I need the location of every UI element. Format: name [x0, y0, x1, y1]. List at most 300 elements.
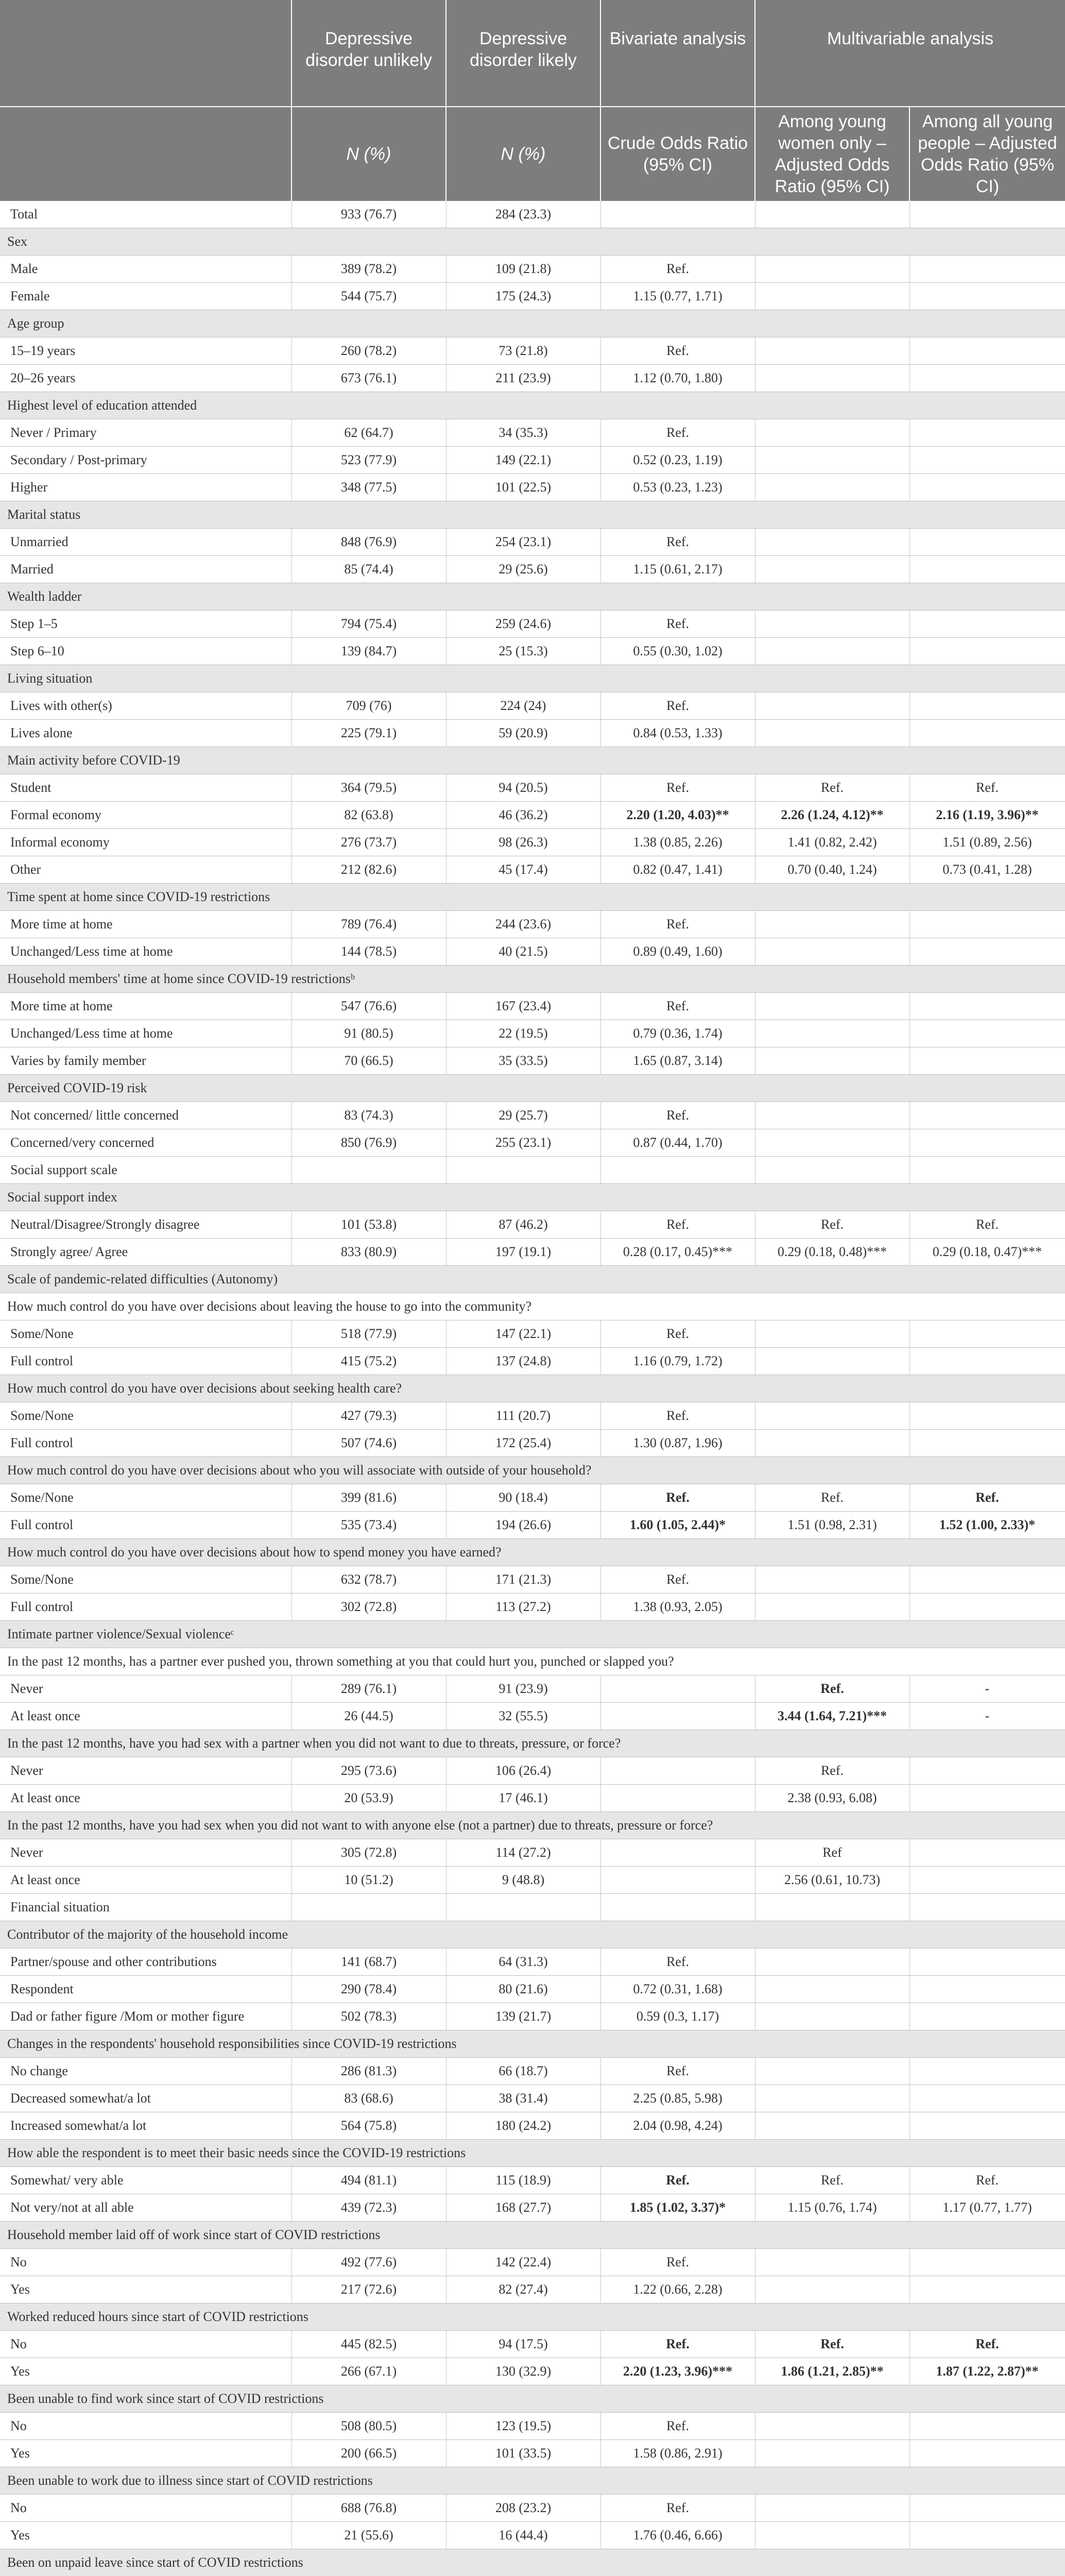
section-label: Highest level of education attended — [0, 392, 1065, 419]
cell-c5 — [909, 938, 1065, 965]
cell-c2: 38 (31.4) — [446, 2085, 600, 2112]
cell-c2: 64 (31.3) — [446, 1948, 600, 1976]
header-bivariate: Bivariate analysis — [600, 0, 755, 107]
section-header-row — [0, 1539, 1065, 1566]
row-label: 20–26 years — [0, 365, 291, 392]
cell-c1: 502 (78.3) — [291, 2003, 446, 2030]
table-row — [0, 993, 1065, 1020]
header-blank-cell — [0, 0, 291, 107]
cell-c4 — [755, 993, 909, 1020]
cell-c4 — [755, 1430, 909, 1457]
section-header-row — [0, 665, 1065, 692]
cell-c4 — [755, 1320, 909, 1348]
cell-c1: 101 (53.8) — [291, 1211, 446, 1239]
section-header-row — [0, 583, 1065, 611]
cell-c4: 2.38 (0.93, 6.08) — [755, 1785, 909, 1812]
cell-c2: 137 (24.8) — [446, 1348, 600, 1375]
section-label: Changes in the respondents' household responsibilities since COVID-19 restrictions — [0, 2030, 1065, 2058]
section-label: Contributor of the majority of the household income — [0, 1921, 1065, 1948]
cell-c1: 348 (77.5) — [291, 474, 446, 501]
cell-c3: 1.12 (0.70, 1.80) — [600, 365, 755, 392]
cell-c4: Ref. — [755, 1675, 909, 1703]
cell-c1: 82 (63.8) — [291, 802, 446, 829]
section-label: Wealth ladder — [0, 583, 1065, 611]
cell-c2: 111 (20.7) — [446, 1402, 600, 1430]
cell-c5 — [909, 283, 1065, 310]
row-label: Yes — [0, 2276, 291, 2303]
row-label: Some/None — [0, 1320, 291, 1348]
cell-c1 — [291, 1157, 446, 1184]
cell-c2: 284 (23.3) — [446, 201, 600, 228]
cell-c3: Ref. — [600, 2331, 755, 2358]
cell-c3: 0.72 (0.31, 1.68) — [600, 1976, 755, 2003]
cell-c3 — [600, 1867, 755, 1894]
cell-c1: 544 (75.7) — [291, 283, 446, 310]
cell-c3: Ref. — [600, 611, 755, 638]
section-label: Been on unpaid leave since start of COVID restrictions — [0, 2549, 1065, 2576]
cell-c4 — [755, 283, 909, 310]
cell-c5: 2.16 (1.19, 3.96)** — [909, 802, 1065, 829]
cell-c4: Ref — [755, 1839, 909, 1867]
cell-c2: 90 (18.4) — [446, 1484, 600, 1512]
cell-c5: Ref. — [909, 1484, 1065, 1512]
header-blank-cell-2 — [0, 107, 291, 201]
table-row — [0, 1020, 1065, 1047]
table-row — [0, 911, 1065, 938]
row-label: Unchanged/Less time at home — [0, 1020, 291, 1047]
cell-c3: Ref. — [600, 419, 755, 447]
row-label: Step 1–5 — [0, 611, 291, 638]
cell-c3: 2.20 (1.20, 4.03)** — [600, 802, 755, 829]
row-label: Full control — [0, 1430, 291, 1457]
table-row — [0, 720, 1065, 747]
cell-c4 — [755, 474, 909, 501]
table-row — [0, 1675, 1065, 1703]
cell-c4 — [755, 2495, 909, 2522]
cell-c1: 225 (79.1) — [291, 720, 446, 747]
cell-c5: Ref. — [909, 774, 1065, 802]
cell-c2: 254 (23.1) — [446, 529, 600, 556]
table-row — [0, 1348, 1065, 1375]
cell-c3: 1.76 (0.46, 6.66) — [600, 2522, 755, 2549]
table-row — [0, 2058, 1065, 2085]
cell-c5: Ref. — [909, 2331, 1065, 2358]
section-header-row — [0, 1375, 1065, 1402]
row-label: Informal economy — [0, 829, 291, 856]
cell-c5: 1.87 (1.22, 2.87)** — [909, 2358, 1065, 2385]
table-row — [0, 2495, 1065, 2522]
row-label: Other — [0, 856, 291, 884]
row-label: Higher — [0, 474, 291, 501]
cell-c5 — [909, 2522, 1065, 2549]
row-label: Female — [0, 283, 291, 310]
cell-c3: Ref. — [600, 1211, 755, 1239]
cell-c5 — [909, 201, 1065, 228]
cell-c5 — [909, 2413, 1065, 2440]
row-label: Increased somewhat/a lot — [0, 2112, 291, 2140]
table-row — [0, 1157, 1065, 1184]
cell-c2: 130 (32.9) — [446, 2358, 600, 2385]
section-header-row — [0, 392, 1065, 419]
cell-c1 — [291, 1894, 446, 1921]
cell-c2: 59 (20.9) — [446, 720, 600, 747]
cell-c3: Ref. — [600, 993, 755, 1020]
cell-c1: 200 (66.5) — [291, 2440, 446, 2467]
cell-c1: 535 (73.4) — [291, 1512, 446, 1539]
row-label: Somewhat/ very able — [0, 2167, 291, 2194]
cell-c4 — [755, 1102, 909, 1129]
cell-c3: 0.82 (0.47, 1.41) — [600, 856, 755, 884]
cell-c2: 66 (18.7) — [446, 2058, 600, 2085]
cell-c5 — [909, 2276, 1065, 2303]
section-label: How much control do you have over decisions about how to spend money you have earned? — [0, 1539, 1065, 1566]
cell-c1: 20 (53.9) — [291, 1785, 446, 1812]
cell-c4 — [755, 365, 909, 392]
cell-c2: 101 (33.5) — [446, 2440, 600, 2467]
cell-c1: 83 (74.3) — [291, 1102, 446, 1129]
table-row — [0, 283, 1065, 310]
cell-c4 — [755, 2440, 909, 2467]
subheader-n-percent-1: N (%) — [291, 107, 446, 201]
cell-c2: 73 (21.8) — [446, 337, 600, 365]
table-row — [0, 1594, 1065, 1621]
row-label: Strongly agree/ Agree — [0, 1239, 291, 1266]
table-row — [0, 1757, 1065, 1785]
cell-c2: 114 (27.2) — [446, 1839, 600, 1867]
table-row — [0, 365, 1065, 392]
cell-c1: 62 (64.7) — [291, 419, 446, 447]
row-label: No — [0, 2495, 291, 2522]
table-row — [0, 2331, 1065, 2358]
cell-c4: 0.29 (0.18, 0.48)*** — [755, 1239, 909, 1266]
cell-c1: 492 (77.6) — [291, 2249, 446, 2276]
cell-c3: 1.30 (0.87, 1.96) — [600, 1430, 755, 1457]
table-row — [0, 1785, 1065, 1812]
section-header-row — [0, 2303, 1065, 2331]
table-row — [0, 611, 1065, 638]
question-row — [0, 1648, 1065, 1675]
cell-c5 — [909, 1867, 1065, 1894]
cell-c4 — [755, 419, 909, 447]
row-label: At least once — [0, 1867, 291, 1894]
cell-c1: 21 (55.6) — [291, 2522, 446, 2549]
cell-c2: 45 (17.4) — [446, 856, 600, 884]
cell-c5 — [909, 1566, 1065, 1594]
cell-c3: 0.89 (0.49, 1.60) — [600, 938, 755, 965]
row-label: Step 6–10 — [0, 638, 291, 665]
subheader-crude-or: Crude Odds Ratio (95% CI) — [600, 107, 755, 201]
cell-c5: 1.51 (0.89, 2.56) — [909, 829, 1065, 856]
section-header-row — [0, 2549, 1065, 2576]
cell-c4 — [755, 1976, 909, 2003]
cell-c2: 82 (27.4) — [446, 2276, 600, 2303]
cell-c3 — [600, 1757, 755, 1785]
row-label: Dad or father figure /Mom or mother figure — [0, 2003, 291, 2030]
cell-c4: Ref. — [755, 1211, 909, 1239]
cell-c4: 0.70 (0.40, 1.24) — [755, 856, 909, 884]
cell-c2: 139 (21.7) — [446, 2003, 600, 2030]
cell-c3 — [600, 1675, 755, 1703]
cell-c5 — [909, 365, 1065, 392]
cell-c4 — [755, 611, 909, 638]
table-row — [0, 1894, 1065, 1921]
cell-c3: 1.85 (1.02, 3.37)* — [600, 2194, 755, 2222]
cell-c3 — [600, 1157, 755, 1184]
cell-c4 — [755, 1594, 909, 1621]
cell-c4 — [755, 2003, 909, 2030]
row-label: Never / Primary — [0, 419, 291, 447]
cell-c1: 523 (77.9) — [291, 447, 446, 474]
section-label: In the past 12 months, have you had sex with a partner when you did not want to due to threats, pressure, or force? — [0, 1730, 1065, 1757]
cell-c1: 445 (82.5) — [291, 2331, 446, 2358]
cell-c5 — [909, 611, 1065, 638]
row-label: Full control — [0, 1348, 291, 1375]
cell-c1: 217 (72.6) — [291, 2276, 446, 2303]
cell-c3: Ref. — [600, 2167, 755, 2194]
cell-c2: 208 (23.2) — [446, 2495, 600, 2522]
cell-c1: 266 (67.1) — [291, 2358, 446, 2385]
header-depressive-likely: Depressive disorder likely — [446, 0, 600, 107]
section-header-row — [0, 310, 1065, 337]
cell-c3: 1.15 (0.77, 1.71) — [600, 283, 755, 310]
cell-c5 — [909, 1839, 1065, 1867]
cell-c2: 113 (27.2) — [446, 1594, 600, 1621]
row-label: Varies by family member — [0, 1047, 291, 1075]
row-label: Unmarried — [0, 529, 291, 556]
cell-c3: Ref. — [600, 1320, 755, 1348]
cell-c3: Ref. — [600, 2495, 755, 2522]
cell-c4 — [755, 529, 909, 556]
section-header-row — [0, 228, 1065, 256]
table-row — [0, 1512, 1065, 1539]
cell-c5: - — [909, 1703, 1065, 1730]
cell-c2: 171 (21.3) — [446, 1566, 600, 1594]
cell-c5 — [909, 1320, 1065, 1348]
cell-c4 — [755, 1157, 909, 1184]
cell-c4: Ref. — [755, 2167, 909, 2194]
row-label: More time at home — [0, 993, 291, 1020]
section-label: Age group — [0, 310, 1065, 337]
cell-c3: 0.84 (0.53, 1.33) — [600, 720, 755, 747]
row-label: More time at home — [0, 911, 291, 938]
cell-c2: 29 (25.6) — [446, 556, 600, 583]
row-label: No change — [0, 2058, 291, 2085]
cell-c1: 494 (81.1) — [291, 2167, 446, 2194]
header-multivariable: Multivariable analysis — [755, 0, 1065, 107]
cell-c3 — [600, 1785, 755, 1812]
section-header-row — [0, 2467, 1065, 2495]
cell-c1: 850 (76.9) — [291, 1129, 446, 1157]
cell-c3: Ref. — [600, 256, 755, 283]
cell-c4: 1.86 (1.21, 2.85)** — [755, 2358, 909, 2385]
cell-c1: 564 (75.8) — [291, 2112, 446, 2140]
cell-c3: 0.28 (0.17, 0.45)*** — [600, 1239, 755, 1266]
section-label: In the past 12 months, has a partner ever pushed you, thrown something at you that could hurt you, punched or slapped you? — [0, 1648, 1065, 1675]
cell-c1: 305 (72.8) — [291, 1839, 446, 1867]
row-label: Yes — [0, 2358, 291, 2385]
table-row — [0, 2194, 1065, 2222]
section-header-row — [0, 747, 1065, 774]
cell-c4 — [755, 1129, 909, 1157]
row-label: Secondary / Post-primary — [0, 447, 291, 474]
cell-c3: 1.16 (0.79, 1.72) — [600, 1348, 755, 1375]
cell-c1: 673 (76.1) — [291, 365, 446, 392]
row-label: Lives alone — [0, 720, 291, 747]
cell-c1: 508 (80.5) — [291, 2413, 446, 2440]
cell-c4 — [755, 256, 909, 283]
cell-c5 — [909, 474, 1065, 501]
cell-c2: 17 (46.1) — [446, 1785, 600, 1812]
cell-c4: 2.26 (1.24, 4.12)** — [755, 802, 909, 829]
cell-c3: Ref. — [600, 1484, 755, 1512]
cell-c4 — [755, 201, 909, 228]
table-body — [0, 201, 1065, 2576]
section-header-row — [0, 1457, 1065, 1484]
table-row — [0, 2085, 1065, 2112]
cell-c1: 507 (74.6) — [291, 1430, 446, 1457]
section-header-row — [0, 501, 1065, 529]
section-label: In the past 12 months, have you had sex when you did not want to with anyone else (not a partner) due to threats, pressure or force? — [0, 1812, 1065, 1839]
cell-c3: Ref. — [600, 529, 755, 556]
cell-c1: 91 (80.5) — [291, 1020, 446, 1047]
cell-c3 — [600, 201, 755, 228]
cell-c5 — [909, 1976, 1065, 2003]
cell-c3: 0.59 (0.3, 1.17) — [600, 2003, 755, 2030]
cell-c1: 364 (79.5) — [291, 774, 446, 802]
cell-c4 — [755, 447, 909, 474]
cell-c2: 211 (23.9) — [446, 365, 600, 392]
cell-c5 — [909, 1129, 1065, 1157]
section-label: How much control do you have over decisions about leaving the house to go into the community? — [0, 1293, 1065, 1320]
cell-c1: 83 (68.6) — [291, 2085, 446, 2112]
cell-c3: 1.38 (0.85, 2.26) — [600, 829, 755, 856]
cell-c1: 439 (72.3) — [291, 2194, 446, 2222]
section-label: Scale of pandemic-related difficulties (Autonomy) — [0, 1266, 1065, 1293]
cell-c2: 115 (18.9) — [446, 2167, 600, 2194]
row-label: Partner/spouse and other contributions — [0, 1948, 291, 1976]
cell-c2: 255 (23.1) — [446, 1129, 600, 1157]
cell-c1: 141 (68.7) — [291, 1948, 446, 1976]
row-label: Yes — [0, 2522, 291, 2549]
section-label: Main activity before COVID-19 — [0, 747, 1065, 774]
table-row — [0, 1239, 1065, 1266]
cell-c1: 26 (44.5) — [291, 1703, 446, 1730]
table-row — [0, 529, 1065, 556]
cell-c5 — [909, 1430, 1065, 1457]
cell-c1: 518 (77.9) — [291, 1320, 446, 1348]
cell-c5 — [909, 638, 1065, 665]
section-label: Worked reduced hours since start of COVID restrictions — [0, 2303, 1065, 2331]
table-row — [0, 802, 1065, 829]
table-header — [0, 0, 1065, 201]
table-row — [0, 1320, 1065, 1348]
cell-c5 — [909, 256, 1065, 283]
table-row — [0, 2112, 1065, 2140]
cell-c5 — [909, 1594, 1065, 1621]
cell-c3: Ref. — [600, 1566, 755, 1594]
cell-c3: 1.65 (0.87, 3.14) — [600, 1047, 755, 1075]
cell-c4 — [755, 720, 909, 747]
cell-c5 — [909, 1348, 1065, 1375]
section-label: Living situation — [0, 665, 1065, 692]
section-header-row — [0, 1184, 1065, 1211]
row-label: Some/None — [0, 1402, 291, 1430]
cell-c3: 1.15 (0.61, 2.17) — [600, 556, 755, 583]
cell-c1: 399 (81.6) — [291, 1484, 446, 1512]
cell-c4 — [755, 1402, 909, 1430]
cell-c4 — [755, 1948, 909, 1976]
subheader-n-percent-2: N (%) — [446, 107, 600, 201]
cell-c4 — [755, 2112, 909, 2140]
row-label: Neutral/Disagree/Strongly disagree — [0, 1211, 291, 1239]
cell-c5: - — [909, 1675, 1065, 1703]
cell-c2 — [446, 1157, 600, 1184]
section-label: Marital status — [0, 501, 1065, 529]
cell-c5: 0.29 (0.18, 0.47)*** — [909, 1239, 1065, 1266]
cell-c5 — [909, 2112, 1065, 2140]
cell-c2: 147 (22.1) — [446, 1320, 600, 1348]
table-row — [0, 256, 1065, 283]
table-row — [0, 337, 1065, 365]
cell-c1: 709 (76) — [291, 692, 446, 720]
row-label: Financial situation — [0, 1894, 291, 1921]
row-label: Lives with other(s) — [0, 692, 291, 720]
cell-c5 — [909, 993, 1065, 1020]
cell-c1: 290 (78.4) — [291, 1976, 446, 2003]
cell-c4 — [755, 2276, 909, 2303]
cell-c4: Ref. — [755, 1757, 909, 1785]
cell-c3: Ref. — [600, 1102, 755, 1129]
row-label: Not concerned/ little concerned — [0, 1102, 291, 1129]
section-header-row — [0, 1621, 1065, 1648]
cell-c5 — [909, 337, 1065, 365]
cell-c1: 70 (66.5) — [291, 1047, 446, 1075]
cell-c3: 0.87 (0.44, 1.70) — [600, 1129, 755, 1157]
cell-c4 — [755, 2522, 909, 2549]
cell-c2: 224 (24) — [446, 692, 600, 720]
table-row — [0, 1402, 1065, 1430]
row-label: No — [0, 2331, 291, 2358]
cell-c2: 22 (19.5) — [446, 1020, 600, 1047]
table-row — [0, 1211, 1065, 1239]
row-label: Not very/not at all able — [0, 2194, 291, 2222]
cell-c1: 302 (72.8) — [291, 1594, 446, 1621]
table-row — [0, 774, 1065, 802]
cell-c4 — [755, 2413, 909, 2440]
cell-c1: 427 (79.3) — [291, 1402, 446, 1430]
cell-c1: 933 (76.7) — [291, 201, 446, 228]
cell-c2: 142 (22.4) — [446, 2249, 600, 2276]
cell-c4: 2.56 (0.61, 10.73) — [755, 1867, 909, 1894]
row-label: Some/None — [0, 1566, 291, 1594]
cell-c2: 194 (26.6) — [446, 1512, 600, 1539]
table-row — [0, 1566, 1065, 1594]
cell-c5 — [909, 1157, 1065, 1184]
cell-c3: 2.20 (1.23, 3.96)*** — [600, 2358, 755, 2385]
table-row — [0, 1976, 1065, 2003]
question-row — [0, 1293, 1065, 1320]
row-label: Yes — [0, 2440, 291, 2467]
subheader-aor-all: Among all young people – Adjusted Odds Ratio (95% CI) — [909, 107, 1065, 201]
cell-c2: 87 (46.2) — [446, 1211, 600, 1239]
row-label: Student — [0, 774, 291, 802]
cell-c4 — [755, 2249, 909, 2276]
header-depressive-unlikely: Depressive disorder unlikely — [291, 0, 446, 107]
section-label: Social support index — [0, 1184, 1065, 1211]
cell-c5 — [909, 1102, 1065, 1129]
cell-c2: 25 (15.3) — [446, 638, 600, 665]
row-label: Respondent — [0, 1976, 291, 2003]
